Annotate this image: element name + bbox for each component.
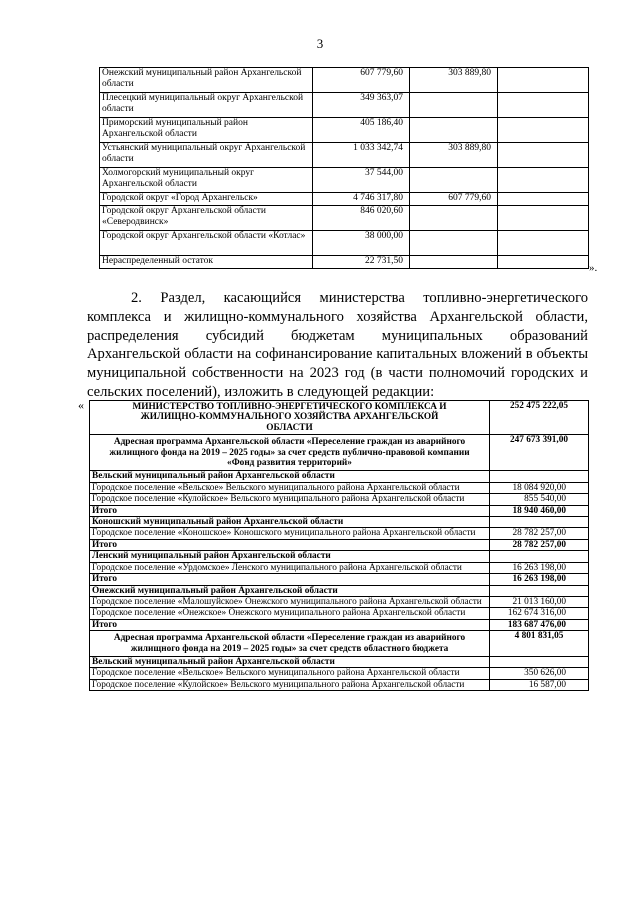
amendment-paragraph: 2. Раздел, касающийся министерства топливно-энергетического комплекса и жилищно-коммунального хозяйства Архангельской области, распределения субсидий бюджетам муниципальных образований Архангельской области на софинансирование капитальных вложений в объекты муниципальной собственности на 2023 год (в части полномочий городских и сельских поселений), изложить в следующей редакции: (87, 290, 588, 400)
item-amount: 16 263 198,00 (490, 562, 589, 573)
item-label: Городское поселение «Урдомское» Ленского муниципального района Архангельской области (90, 562, 490, 573)
total-label: Итого (90, 619, 490, 630)
section-label: Ленский муниципальный район Архангельской области (90, 551, 490, 562)
amount-cell: 37 544,00 (313, 168, 410, 193)
total-amount: 18 940 460,00 (490, 505, 589, 516)
table-row (100, 231, 589, 256)
section-amount (490, 517, 589, 528)
table-row-item (90, 562, 589, 573)
amount-cell (410, 231, 498, 256)
section-amount (490, 471, 589, 482)
closing-quote: ». (589, 262, 598, 274)
municipality-name: Плесецкий муниципальный округ Архангельской области (100, 93, 313, 118)
municipality-name: Нераспределенный остаток (100, 256, 313, 269)
amount-cell: 22 731,50 (313, 256, 410, 269)
empty-cell (498, 168, 589, 193)
table-row-section (90, 517, 589, 528)
item-label: Городское поселение «Кулойское» Вельского муниципального района Архангельской области (90, 494, 490, 505)
table-row-program (90, 631, 589, 657)
table-row-total (90, 619, 589, 630)
section-label: Коношский муниципальный район Архангельской области (90, 517, 490, 528)
amount-cell: 1 033 342,74 (313, 143, 410, 168)
amount-cell: 846 020,60 (313, 206, 410, 231)
empty-cell (498, 206, 589, 231)
table-row (100, 143, 589, 168)
table-row (100, 193, 589, 206)
total-amount: 16 263 198,00 (490, 574, 589, 585)
empty-cell (498, 68, 589, 93)
empty-cell (498, 256, 589, 269)
table-row (100, 68, 589, 93)
section-label: Вельский муниципальный район Архангельской области (90, 656, 490, 667)
amount-cell: 38 000,00 (313, 231, 410, 256)
municipality-name: Устьянский муниципальный округ Архангельской области (100, 143, 313, 168)
item-amount: 162 674 316,00 (490, 608, 589, 619)
program-amount: 4 801 831,05 (490, 631, 589, 657)
program-amount: 247 673 391,00 (490, 435, 589, 471)
empty-cell (498, 143, 589, 168)
municipality-name: Городской округ «Город Архангельск» (100, 193, 313, 206)
amount-cell (410, 206, 498, 231)
amount-cell: 303 889,80 (410, 143, 498, 168)
item-label: Городское поселение «Вельское» Вельского муниципального района Архангельской области (90, 668, 490, 679)
amount-cell: 303 889,80 (410, 68, 498, 93)
table-row-item (90, 679, 589, 690)
empty-cell (498, 193, 589, 206)
table-row-total (90, 574, 589, 585)
item-amount: 855 540,00 (490, 494, 589, 505)
section-amount (490, 585, 589, 596)
table-row (100, 93, 589, 118)
table-row-program (90, 435, 589, 471)
header-label: МИНИСТЕРСТВО ТОПЛИВНО-ЭНЕРГЕТИЧЕСКОГО КОМПЛЕКСА И ЖИЛИЩНО-КОММУНАЛЬНОГО ХОЗЯЙСТВА АРХАНГЕЛЬСКОЙ ОБЛАСТИ (90, 401, 490, 435)
item-amount: 350 626,00 (490, 668, 589, 679)
table-row-item (90, 608, 589, 619)
section-label: Онежский муниципальный район Архангельской области (90, 585, 490, 596)
table-row-item (90, 528, 589, 539)
page-number: 3 (316, 36, 324, 51)
table-row-total (90, 505, 589, 516)
item-label: Городское поселение «Вельское» Вельского муниципального района Архангельской области (90, 482, 490, 493)
total-label: Итого (90, 505, 490, 516)
table-row-header (90, 401, 589, 435)
amount-cell: 349 363,07 (313, 93, 410, 118)
table-row-section (90, 551, 589, 562)
header-amount: 252 475 222,05 (490, 401, 589, 435)
municipality-name: Городской округ Архангельской области «Северодвинск» (100, 206, 313, 231)
table-row-section (90, 656, 589, 667)
amount-cell (410, 118, 498, 143)
table-row (100, 256, 589, 269)
section-label: Вельский муниципальный район Архангельской области (90, 471, 490, 482)
item-amount: 18 084 920,00 (490, 482, 589, 493)
ministry-subsidy-table (89, 400, 589, 691)
empty-cell (498, 231, 589, 256)
table-row-item (90, 596, 589, 607)
amount-cell (410, 168, 498, 193)
municipality-name: Городской округ Архангельской области «Котлас» (100, 231, 313, 256)
item-amount: 16 587,00 (490, 679, 589, 690)
table-row (100, 168, 589, 193)
empty-cell (498, 118, 589, 143)
amount-cell: 4 746 317,80 (313, 193, 410, 206)
table-row-item (90, 494, 589, 505)
amount-cell (410, 256, 498, 269)
item-label: Городское поселение «Малошуйское» Онежского муниципального района Архангельской области (90, 596, 490, 607)
program-label: Адресная программа Архангельской области «Переселение граждан из аварийного жилищного фонда на 2019 – 2025 годы» за счет средств публично-правовой компании «Фонд развития территорий» (90, 435, 490, 471)
empty-cell (498, 93, 589, 118)
opening-quote: « (78, 398, 84, 412)
amount-cell (410, 93, 498, 118)
table-row (100, 118, 589, 143)
total-amount: 28 782 257,00 (490, 539, 589, 550)
item-amount: 28 782 257,00 (490, 528, 589, 539)
total-amount: 183 687 476,00 (490, 619, 589, 630)
total-label: Итого (90, 539, 490, 550)
item-amount: 21 013 160,00 (490, 596, 589, 607)
amount-cell: 607 779,60 (313, 68, 410, 93)
amount-cell: 607 779,60 (410, 193, 498, 206)
municipality-name: Холмогорский муниципальный округ Архангельской области (100, 168, 313, 193)
item-label: Городское поселение «Кулойское» Вельского муниципального района Архангельской области (90, 679, 490, 690)
subsidy-table-municipalities (99, 67, 589, 269)
table-row (100, 206, 589, 231)
table-row-total (90, 539, 589, 550)
table-row-section (90, 471, 589, 482)
total-label: Итого (90, 574, 490, 585)
amount-cell: 405 186,40 (313, 118, 410, 143)
item-label: Городское поселение «Онежское» Онежского муниципального района Архангельской области (90, 608, 490, 619)
table-row-item (90, 668, 589, 679)
municipality-name: Онежский муниципальный район Архангельской области (100, 68, 313, 93)
section-amount (490, 656, 589, 667)
item-label: Городское поселение «Коношское» Коношского муниципального района Архангельской области (90, 528, 490, 539)
table-row-item (90, 482, 589, 493)
municipality-name: Приморский муниципальный район Архангельской области (100, 118, 313, 143)
table-row-section (90, 585, 589, 596)
program-label: Адресная программа Архангельской области «Переселение граждан из аварийного жилищного фонда на 2019 – 2025 годы» за счет средств областного бюджета (90, 631, 490, 657)
section-amount (490, 551, 589, 562)
